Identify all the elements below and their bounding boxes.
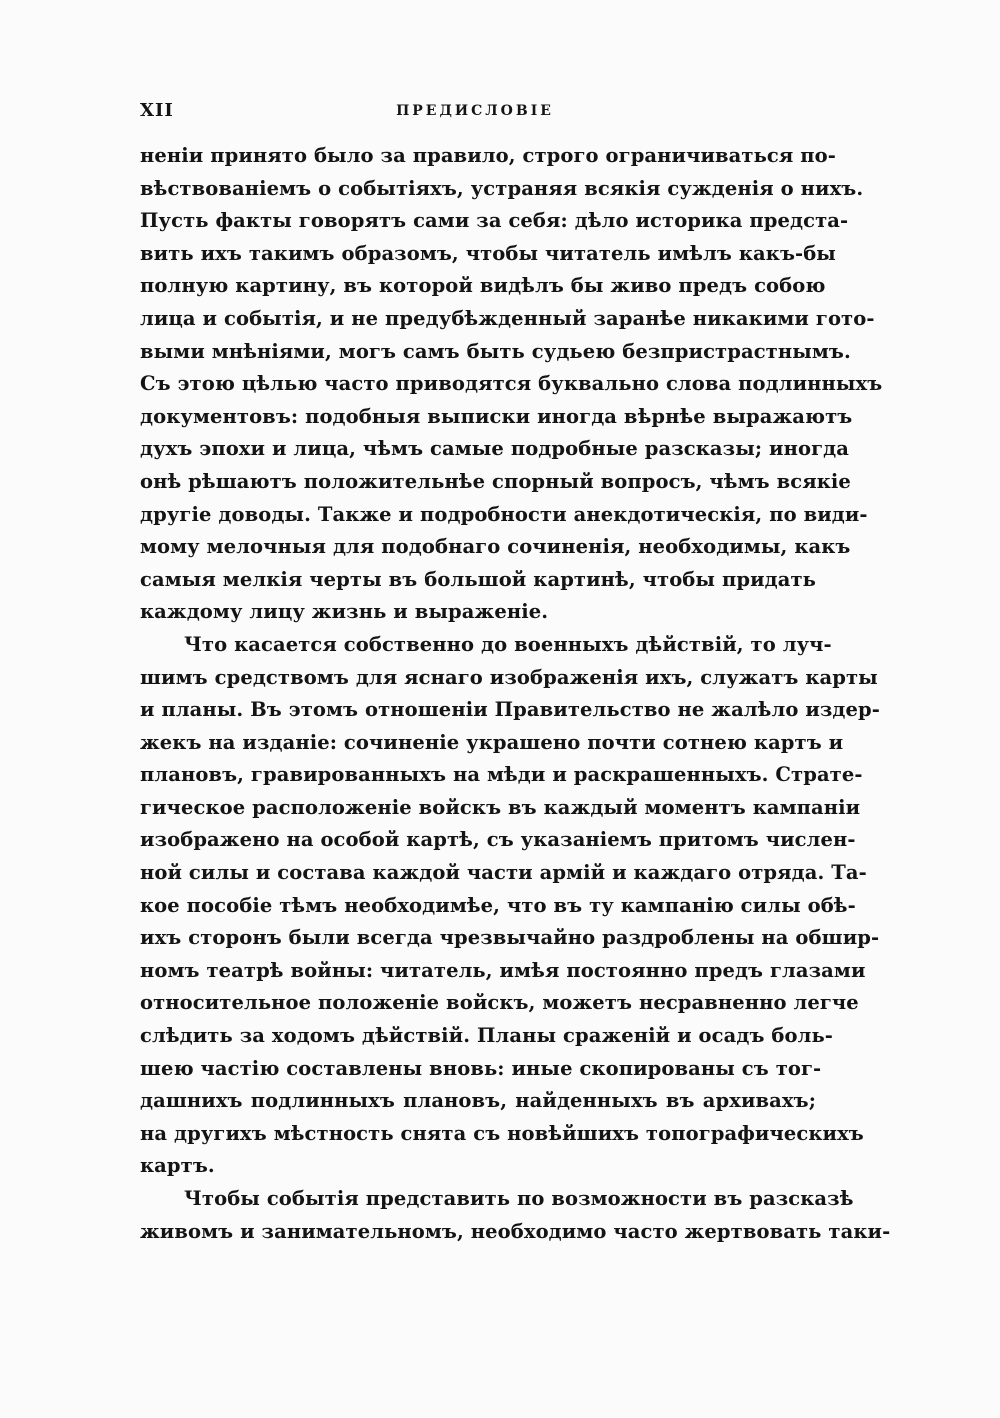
text-line: дашнихъ подлинныхъ плановъ, найденныхъ въ архивахъ; — [140, 1089, 816, 1113]
text-line: жекъ на изданіе: сочиненіе украшено почти сотнею картъ и — [140, 730, 844, 754]
text-line: гическое расположеніе войскъ въ каждый моментъ кампаніи — [140, 795, 861, 819]
text-line: кое пособіе тѣмъ необходимѣе, что въ ту кампанію силы обѣ- — [140, 893, 856, 917]
text-line: шею частію составлены вновь: иные скопированы съ тог- — [140, 1056, 822, 1080]
text-line: Чтобы событія представить по возможности въ разсказѣ — [184, 1187, 854, 1210]
running-title: ПРЕДИСЛОВІЕ — [396, 103, 554, 119]
text-line: Что касается собственно до военныхъ дѣйствій, то луч- — [184, 632, 832, 656]
text-line: вить ихъ такимъ образомъ, чтобы читатель имѣлъ какъ-бы — [140, 241, 836, 265]
text-line: лица и событія, и не предубѣжденный заранѣе никакими гото- — [140, 306, 875, 330]
text-line: вѣствованіемъ о событіяхъ, устраняя всякія сужденія о нихъ. — [140, 176, 864, 200]
text-line: ихъ сторонъ были всегда чрезвычайно раздроблены на обшир- — [140, 926, 880, 950]
text-line: каждому лицу жизнь и выраженіе. — [140, 600, 549, 624]
text-line: относительное положеніе войскъ, можетъ несравненно легче — [140, 991, 859, 1015]
text-line: документовъ: подобныя выписки иногда вѣрнѣе выражаютъ — [140, 404, 853, 428]
text-line: живомъ и занимательномъ, необходимо часто жертвовать таки- — [140, 1219, 891, 1243]
text-line: плановъ, гравированныхъ на мѣди и раскрашенныхъ. Страте- — [140, 763, 863, 787]
paragraph-2 — [140, 629, 880, 1183]
text-line: выми мнѣніями, могъ самъ быть судьею безпристрастнымъ. — [140, 339, 851, 363]
text-line: самыя мелкія черты въ большой картинѣ, чтобы придать — [140, 567, 816, 591]
text-line: номъ театрѣ войны: читатель, имѣя постоянно предъ глазами — [140, 958, 866, 982]
text-line: Пусть факты говорятъ сами за себя: дѣло историка предста- — [140, 209, 849, 233]
text-line: шимъ средствомъ для яснаго изображенія ихъ, служатъ карты — [140, 665, 878, 689]
paragraph-1 — [140, 140, 883, 629]
page-number: XII — [140, 100, 174, 121]
paragraph-3 — [140, 1183, 891, 1248]
text-line: полную картину, въ которой видѣлъ бы живо предъ собою — [140, 274, 826, 298]
text-line: слѣдить за ходомъ дѣйствій. Планы сраженій и осадъ боль- — [140, 1024, 833, 1048]
text-line: другіе доводы. Также и подробности анекдотическія, по види- — [140, 502, 868, 526]
text-line: мому мелочныя для подобнаго сочиненія, необходимы, какъ — [140, 535, 851, 559]
page-header — [140, 100, 810, 128]
text-line: картъ. — [140, 1154, 215, 1178]
text-line: на другихъ мѣстность снята съ новѣйшихъ топографическихъ — [140, 1121, 864, 1145]
text-line: и планы. Въ этомъ отношеніи Правительство не жалѣло издер- — [140, 698, 880, 722]
text-line: ной силы и состава каждой части армій и каждаго отряда. Та- — [140, 861, 867, 885]
text-line: Съ этою цѣлью часто приводятся буквально слова подлинныхъ — [140, 372, 883, 396]
body-text — [140, 140, 891, 1248]
text-line: неніи принято было за правило, строго ограничиваться по- — [140, 144, 836, 167]
text-line: изображено на особой картѣ, съ указаніемъ притомъ числен- — [140, 828, 856, 852]
text-line: онѣ рѣшаютъ положительнѣе спорный вопросъ, чѣмъ всякіе — [140, 469, 851, 493]
text-line: духъ эпохи и лица, чѣмъ самые подробные разсказы; иногда — [140, 437, 849, 461]
